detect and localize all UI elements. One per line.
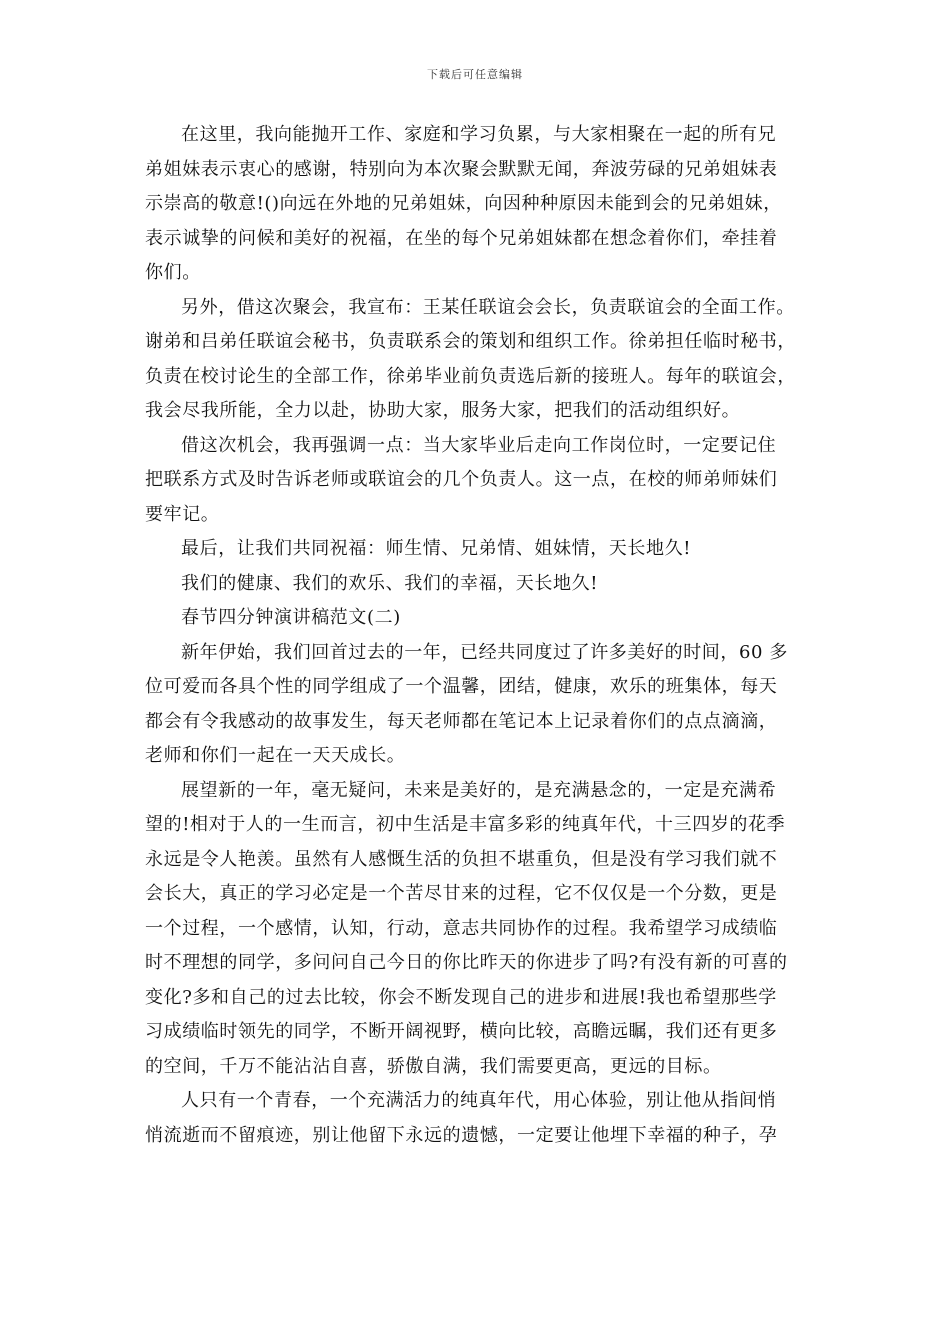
text-line: 我会尽我所能，全力以赴，协助大家，服务大家，把我们的活动组织好。 bbox=[145, 400, 741, 421]
text-line: 变化?多和自己的过去比较，你会不断发现自己的进步和进展!我也希望那些学 bbox=[145, 986, 777, 1008]
page-header: 下载后可任意编辑 bbox=[427, 68, 523, 81]
text-line: 示崇高的敬意!()向远在外地的兄弟姐妹，向因种种原因未能到会的兄弟姐妹， bbox=[145, 193, 782, 214]
text-line: 望的!相对于人的一生而言，初中生活是丰富多彩的纯真年代，十三四岁的花季 bbox=[145, 814, 786, 835]
text-line: 老师和你们一起在一天天成长。 bbox=[145, 745, 406, 766]
text-line: 另外，借这次聚会，我宣布：王某任联谊会会长，负责联谊会的全面工作。 bbox=[181, 296, 795, 318]
text-line: 的空间，千万不能沾沾自喜，骄傲自满，我们需要更高，更远的目标。 bbox=[145, 1055, 722, 1077]
text-line: 时不理想的同学，多问问自己今日的你比昨天的你进步了吗?有没有新的可喜的 bbox=[145, 952, 788, 973]
document-body bbox=[145, 118, 825, 1153]
text-line: 在这里，我向能抛开工作、家庭和学习负累，与大家相聚在一起的所有兄 bbox=[181, 124, 777, 145]
text-line: 表示诚挚的问候和美好的祝福，在坐的每个兄弟姐妹都在想念着你们，牵挂着 bbox=[145, 227, 778, 249]
text-line: 你们。 bbox=[145, 262, 201, 283]
text-line: 最后，让我们共同祝福：师生情、兄弟情、姐妹情，天长地久! bbox=[181, 538, 692, 559]
text-line: 弟姐妹表示衷心的感谢，特别向为本次聚会默默无闻，奔波劳碌的兄弟姐妹表 bbox=[145, 158, 778, 180]
text-line: 要牢记。 bbox=[145, 503, 220, 525]
text-line: 把联系方式及时告诉老师或联谊会的几个负责人。这一点，在校的师弟师妹们 bbox=[145, 469, 778, 490]
text-line: 我们的健康、我们的欢乐、我们的幸福，天长地久! bbox=[181, 572, 599, 594]
text-line: 谢弟和吕弟任联谊会秘书，负责联系会的策划和组织工作。徐弟担任临时秘书， bbox=[145, 331, 796, 352]
text-line: 习成绩临时领先的同学，不断开阔视野，横向比较，高瞻远瞩，我们还有更多 bbox=[145, 1021, 778, 1042]
text-line: 都会有令我感动的故事发生，每天老师都在笔记本上记录着你们的点点滴滴， bbox=[145, 710, 778, 732]
text-line: 人只有一个青春，一个充满活力的纯真年代，用心体验，别让他从指间悄 bbox=[181, 1090, 777, 1111]
text-line: 永远是令人艳羡。虽然有人感慨生活的负担不堪重负，但是没有学习我们就不 bbox=[145, 848, 778, 870]
text-line: 负责在校讨论生的全部工作，徐弟毕业前负责选后新的接班人。每年的联谊会， bbox=[145, 365, 796, 387]
text-line: 位可爱而各具个性的同学组成了一个温馨，团结，健康，欢乐的班集体，每天 bbox=[145, 676, 778, 697]
text-line: 一个过程，一个感情，认知，行动，意志共同协作的过程。我希望学习成绩临 bbox=[145, 917, 778, 939]
text-line: 新年伊始，我们回首过去的一年，已经共同度过了许多美好的时间，60 多 bbox=[181, 641, 789, 663]
text-line: 借这次机会，我再强调一点：当大家毕业后走向工作岗位时，一定要记住 bbox=[181, 434, 777, 456]
section-heading: 春节四分钟演讲稿范文(二) bbox=[181, 607, 401, 628]
text-line: 展望新的一年，毫无疑问，未来是美好的，是充满悬念的，一定是充满希 bbox=[181, 779, 777, 801]
text-line: 会长大，真正的学习必定是一个苦尽甘来的过程，它不仅仅是一个分数，更是 bbox=[145, 883, 778, 904]
text-line: 悄流逝而不留痕迹，别让他留下永远的遗憾，一定要让他埋下幸福的种子，孕 bbox=[145, 1124, 778, 1146]
